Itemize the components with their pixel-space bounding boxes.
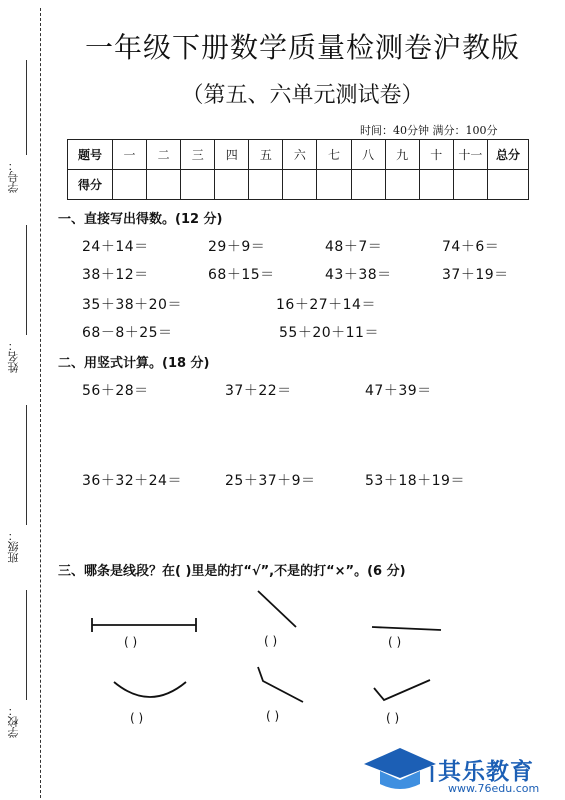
figure-segment-1: [92, 618, 196, 632]
figure-diagonal-line: [258, 591, 296, 627]
graduation-cap-icon: [360, 738, 440, 796]
table-header-cell: 九: [385, 140, 419, 170]
answer-paren[interactable]: ( ): [264, 634, 278, 648]
logo-url: www.76edu.com: [448, 782, 540, 795]
problem-item: 36＋32＋24＝: [82, 473, 182, 489]
figure-bent-line-2: [374, 680, 430, 700]
table-header-cell: 二: [147, 140, 181, 170]
problem-item: 68－8＋25＝: [82, 325, 173, 341]
table-header-cell: 一: [113, 140, 147, 170]
page-title: 一年级下册数学质量检测卷沪教版: [84, 31, 520, 64]
problem-item: 74＋6＝: [442, 239, 500, 255]
student-number-label: 学号：: [7, 160, 20, 193]
problem-item: 29＋9＝: [208, 239, 266, 255]
problem-item: 48＋7＝: [325, 239, 383, 255]
section1-heading: 一、直接写出得数。(12 分): [58, 212, 223, 227]
problem-item: 16＋27＋14＝: [276, 297, 376, 313]
figure-bent-line: [258, 667, 303, 702]
section3-heading: 三、哪条是线段？在( )里是的打“√”,不是的打“×”。(6 分): [58, 564, 406, 579]
problem-item: 68＋15＝: [208, 267, 275, 283]
problem-item: 43＋38＝: [325, 267, 392, 283]
table-header-cell: 六: [283, 140, 317, 170]
problem-item: 37＋22＝: [225, 383, 292, 399]
table-header-cell: 五: [249, 140, 283, 170]
problem-item: 38＋12＝: [82, 267, 149, 283]
section2-heading: 二、用竖式计算。(18 分): [58, 356, 210, 371]
problem-item: 56＋28＝: [82, 383, 149, 399]
table-header-cell: 三: [181, 140, 215, 170]
student-name-label: 姓名：: [7, 340, 20, 373]
answer-paren[interactable]: ( ): [266, 709, 280, 723]
problem-item: 37＋19＝: [442, 267, 509, 283]
problem-item: 47＋39＝: [365, 383, 432, 399]
problem-item: 25＋37＋9＝: [225, 473, 316, 489]
answer-paren[interactable]: ( ): [388, 635, 402, 649]
table-header-cell: 题号: [68, 140, 113, 170]
school-label: 学校：: [7, 705, 20, 738]
answer-paren[interactable]: ( ): [386, 711, 400, 725]
page-subtitle: （第五、六单元测试卷）: [181, 83, 424, 108]
table-header-cell: 四: [215, 140, 249, 170]
answer-paren[interactable]: ( ): [130, 711, 144, 725]
problem-item: 35＋38＋20＝: [82, 297, 182, 313]
problem-item: 24＋14＝: [82, 239, 149, 255]
figure-straight-line: [372, 627, 441, 630]
figure-curve: [114, 682, 186, 697]
logo-name: 其乐教育: [438, 759, 534, 785]
table-header-cell: 七: [317, 140, 351, 170]
class-label: 班级：: [7, 530, 20, 563]
problem-item: 53＋18＋19＝: [365, 473, 465, 489]
problem-item: 55＋20＋11＝: [279, 325, 379, 341]
table-header-cell: 总分: [488, 140, 529, 170]
score-row-label: 得分: [68, 170, 113, 200]
table-header-cell: 八: [351, 140, 385, 170]
answer-paren[interactable]: ( ): [124, 635, 138, 649]
exam-meta: 时间：40分钟 满分：100分: [360, 124, 498, 137]
table-header-cell: 十: [419, 140, 453, 170]
table-header-cell: 十一: [453, 140, 487, 170]
